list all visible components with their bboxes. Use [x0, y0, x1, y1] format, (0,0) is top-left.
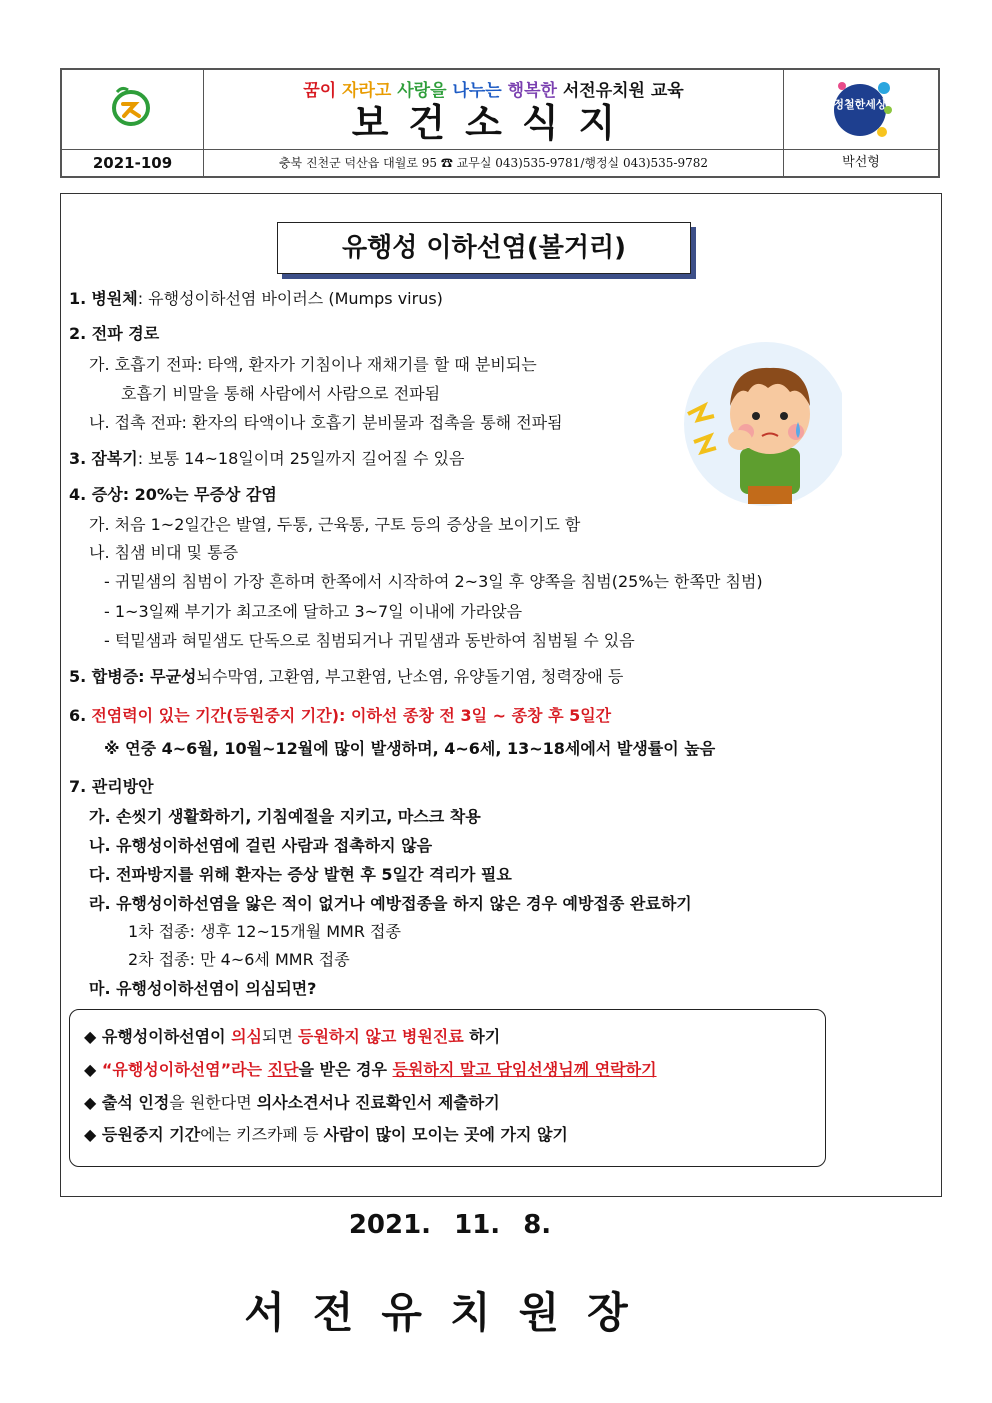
- notice-box: [69, 1009, 826, 1167]
- slogan: [204, 76, 783, 101]
- management-handwashing: 가. 손씻기 생활화하기, 기침예절을 지키고, 마스크 착용: [89, 807, 481, 826]
- kindergarten-logo-cell: [62, 70, 204, 150]
- newsletter-header: [60, 68, 940, 178]
- symptoms-early: 가. 처음 1~2일간은 발열, 두통, 근육통, 구토 등의 증상을 보이기도 함: [89, 515, 581, 534]
- contagious-note: ※ 연중 4~6월, 10월~12월에 많이 발생하며, 4~6세, 13~18세에서 발생률이 높음: [104, 739, 716, 758]
- symptoms-detail-2: - 1~3일째 부기가 최고조에 달하고 3~7일 이내에 가라앉음: [104, 602, 523, 621]
- notice-text: ◆ 유행성이하선염이: [84, 1027, 232, 1046]
- notice-text: ◆: [84, 1060, 102, 1079]
- author-name: 박선형: [842, 155, 880, 170]
- education-emblem-icon: [784, 70, 938, 150]
- symptoms-detail-1: - 귀밑샘의 침범이 가장 흔하며 한쪽에서 시작하여 2~3일 후 양쪽을 침범(25%는 한쪽만 침범): [104, 572, 763, 591]
- notice-text: 하기: [463, 1027, 501, 1046]
- transmission-respiratory-cont: 호흡기 비말을 통해 사람에서 사람으로 전파됨: [121, 384, 441, 403]
- notice-item-4: [84, 1124, 568, 1146]
- management-avoid-contact: 나. 유행성이하선염에 걸린 사람과 접촉하지 않음: [89, 836, 433, 855]
- symptoms-detail-3: - 턱밑샘과 혀밑샘도 단독으로 침범되거나 귀밑샘과 동반하여 침범될 수 있음: [104, 631, 635, 650]
- notice-text: 을 받은 경우: [298, 1060, 393, 1079]
- management-vaccination: 라. 유행성이하선염을 앓은 적이 없거나 예방접종을 하지 않은 경우 예방접종 완료하기: [89, 894, 692, 913]
- title-cell: [204, 70, 784, 150]
- slogan-word: 나누는: [452, 81, 502, 101]
- section-number: 6.: [69, 706, 87, 725]
- section-text: : 보통 14~18일이며 25일까지 길어질 수 있음: [137, 449, 465, 468]
- newsletter-title: 보건소식지: [351, 101, 636, 145]
- emblem-cell: [784, 70, 938, 150]
- slogan-word: 꿈이: [303, 81, 337, 101]
- notice-highlight: 진단: [267, 1060, 299, 1079]
- topic-title: 유행성 이하선염(볼거리): [277, 222, 691, 274]
- slogan-word: 서전유치원 교육: [556, 81, 684, 101]
- management-if-suspected: 마. 유행성이하선염이 의심되면?: [89, 979, 317, 998]
- section-text: : 유행성이하선염 바이러스 (Mumps virus): [137, 289, 443, 308]
- notice-highlight: “유행성이하선염”라는: [101, 1060, 268, 1079]
- kindergarten-logo-icon: [62, 70, 204, 150]
- section-pathogen: [69, 288, 443, 310]
- notice-highlight: 의심: [231, 1027, 263, 1046]
- notice-text: 의사소견서나 진료확인서 제출하기: [256, 1093, 500, 1112]
- symptoms-gland: 나. 침샘 비대 및 통증: [89, 543, 239, 562]
- management-isolation: 다. 전파방지를 위해 환자는 증상 발현 후 5일간 격리가 필요: [89, 865, 512, 884]
- notice-item-2: [84, 1059, 657, 1081]
- slogan-word: 행복한: [507, 81, 557, 101]
- notice-text: 되면: [262, 1027, 299, 1046]
- notice-item-3: [84, 1092, 500, 1114]
- section-contagious-period: [69, 705, 611, 727]
- transmission-contact: 나. 접촉 전파: 환자의 타액이나 호흡기 분비물과 접촉을 통해 전파됨: [89, 413, 563, 432]
- vaccination-second-dose: 2차 접종: 만 4~6세 MMR 접종: [128, 950, 350, 969]
- notice-text: 을 원한다면: [169, 1093, 257, 1112]
- section-symptoms-title: 4. 증상: 20%는 무증상 감염: [69, 485, 277, 504]
- principal-signature: 서전유치원장: [244, 1288, 656, 1337]
- issue-date: 2021. 11. 8.: [348, 1210, 552, 1240]
- school-address: 충북 진천군 덕산읍 대월로 95 ☎ 교무실 043)535-9781/행정실 043)535-9782: [204, 150, 784, 176]
- section-text: 뇌수막염, 고환염, 부고환염, 난소염, 유양돌기염, 청력장애 등: [196, 667, 624, 686]
- notice-highlight: 등원하지 말고 담임선생님께 연락하기: [392, 1060, 657, 1079]
- notice-text: ◆ 등원중지 기간: [84, 1125, 201, 1144]
- notice-text: 에는 키즈카페 등: [200, 1125, 324, 1144]
- section-incubation: [69, 448, 464, 470]
- notice-text: ◆ 출석 인정: [84, 1093, 170, 1112]
- notice-item-1: [84, 1026, 500, 1048]
- section-transmission-title: 2. 전파 경로: [69, 324, 160, 343]
- vaccination-first-dose: 1차 접종: 생후 12~15개월 MMR 접종: [128, 922, 401, 941]
- notice-highlight: 등원하지 않고 병원진료: [298, 1027, 464, 1046]
- section-management-title: 7. 관리방안: [69, 777, 154, 796]
- section-label: 5. 합병증: 무균성: [69, 667, 197, 686]
- slogan-word: 사랑을: [397, 81, 447, 101]
- sick-boy-illustration: [680, 336, 842, 512]
- emblem-text: 정철한세상: [833, 98, 887, 111]
- issue-number: 2021-109: [62, 150, 204, 176]
- section-label: 병원체: [91, 289, 138, 308]
- section-text: 전염력이 있는 기간(등원중지 기간): 이하선 종창 전 3일 ~ 종창 후 5일간: [91, 706, 612, 725]
- slogan-word: 자라고: [342, 81, 392, 101]
- notice-text: 사람이 많이 모이는 곳에 가지 않기: [323, 1125, 568, 1144]
- section-number: 3.: [69, 449, 87, 468]
- section-complications: [69, 666, 623, 688]
- transmission-respiratory: 가. 호흡기 전파: 타액, 환자가 기침이나 재채기를 할 때 분비되는: [89, 355, 537, 374]
- section-label: 잠복기: [91, 449, 138, 468]
- section-number: 1.: [69, 289, 87, 308]
